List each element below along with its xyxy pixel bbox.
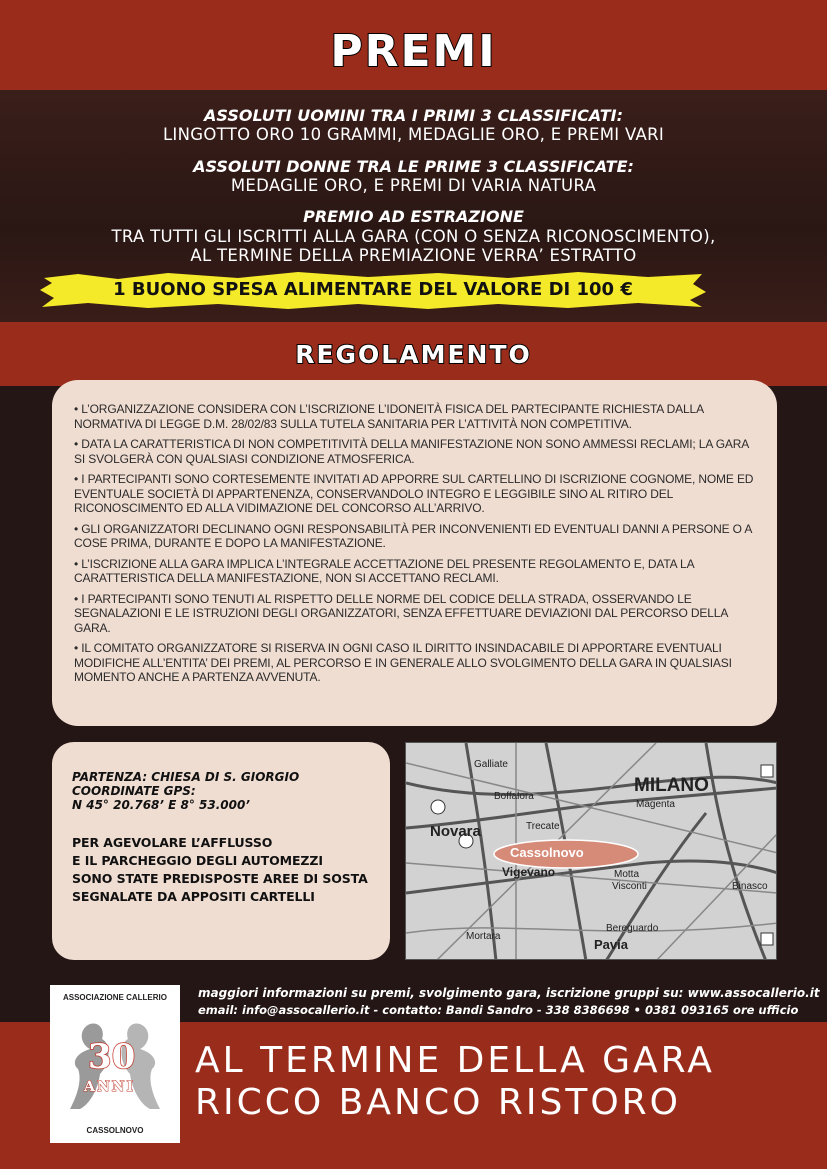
rule-item: • GLI ORGANIZZATORI DECLINANO OGNI RESPONSABILITÀ PER INCONVENIENTI ED EVENTUALI DANNI A PERSONE O A COSE PRIMA, DURANTE E DOPO LA MANIFESTAZIONE. [74, 521, 752, 550]
logo-top-text: ASSOCIAZIONE CALLERIO [62, 993, 167, 1002]
rules-panel [52, 380, 777, 726]
map-label-bereguardo: Bereguardo [606, 923, 659, 934]
parking-line: SONO STATE PREDISPOSTE AREE DI SOSTA [72, 871, 368, 886]
page-title: PREMI [330, 26, 497, 77]
closing-line-2: RICCO BANCO RISTORO [195, 1082, 682, 1123]
closing-line-1: AL TERMINE DELLA GARA [195, 1040, 715, 1081]
voucher-text: 1 BUONO SPESA ALIMENTARE DEL VALORE DI 100 € [113, 279, 633, 300]
women-prize-text: MEDAGLIE ORO, E PREMI DI VARIA NATURA [230, 176, 597, 195]
draw-prize-heading: PREMIO AD ESTRAZIONE [303, 207, 524, 226]
rule-item: • IL COMITATO ORGANIZZATORE SI RISERVA IN OGNI CASO IL DIRITTO INSINDACABILE DI APPORTARE EVENTUALI MODIFICHE ALL’ENTITA’ DEI PREMI, AL PERCORSO E IN GENERALE ALLO SVOLGIMENTO DELLA GARA IN QUALSIASI MOMENTO ANCHE A PARTENZA AVVENUTA. [74, 641, 732, 684]
contact-line: email: info@assocallerio.it - contatto: Bandi Sandro - 338 8386698 • 0381 093165 ore ufficio [198, 1003, 799, 1017]
map-label-boffalora: Boffalora [494, 791, 534, 802]
start-info-panel [52, 742, 390, 960]
map-label-motta: Motta [614, 869, 640, 880]
rule-item: • L’ORGANIZZAZIONE CONSIDERA CON L’ISCRIZIONE L’IDONEITÀ FISICA DEL PARTECIPANTE RICHIESTA DALLA NORMATIVA DI LEGGE D.M. 28/02/83 SULLA TUTELA SANITARIA PER L’ATTIVITÀ NON COMPETITIVA. [74, 402, 704, 431]
men-prize-text: LINGOTTO ORO 10 GRAMMI, MEDAGLIE ORO, E PREMI VARI [162, 125, 665, 144]
map-label-milano: MILANO [634, 775, 709, 796]
rule-item: • L’ISCRIZIONE ALLA GARA IMPLICA L’INTEGRALE ACCETTAZIONE DEL PRESENTE REGOLAMENTO E, DATA LA CARATTERISTICA DELLA MANIFESTAZIONE, NON SI ACCETTANO RECLAMI. [74, 556, 694, 585]
road-network [406, 743, 777, 960]
logo-bottom-text: CASSOLNOVO [86, 1126, 144, 1135]
map-label-trecate: Trecate [526, 821, 560, 832]
parking-line: SEGNALATE DA APPOSITI CARTELLI [72, 889, 315, 904]
voucher-banner [38, 270, 708, 310]
logo-years-number: 30 [88, 1037, 136, 1077]
men-prize-heading: ASSOLUTI UOMINI TRA I PRIMI 3 CLASSIFICATI: [204, 106, 623, 125]
women-prize-heading: ASSOLUTI DONNE TRA LE PRIME 3 CLASSIFICATE: [193, 157, 634, 176]
parking-line: PER AGEVOLARE L’AFFLUSSO [72, 835, 273, 850]
map-label-binasco: Binasco [732, 881, 768, 892]
map-label-pavia: Pavia [594, 937, 628, 952]
map-label-galliate: Galliate [474, 759, 508, 770]
draw-prize-text-1: TRA TUTTI GLI ISCRITTI ALLA GARA (CON O SENZA RICONOSCIMENTO), [111, 227, 716, 246]
map-label-cassolnovo: Cassolnovo [510, 845, 584, 860]
logo-years-word: ANNI [84, 1079, 136, 1095]
association-logo [50, 985, 180, 1143]
rule-item: • I PARTECIPANTI SONO TENUTI AL RISPETTO DELLE NORME DEL CODICE DELLA STRADA, OSSERVANDO LE SEGNALAZIONI E LE ISTRUZIONI DEGLI ORGANIZZATORI, SENZA EFFETTUARE DEVIAZIONI DAL PERCORSO DELLA GARA. [74, 591, 728, 635]
rule-item: • I PARTECIPANTI SONO CORTESEMENTE INVITATI AD APPORRE SUL CARTELLINO DI ISCRIZIONE COGNOME, NOME ED EVENTUALE SOCIETÀ DI APPARTENENZA, CONSERVANDOLO INTEGRO E LEGGIBILE SINO AL RITIRO DEL RICONOSCIMENTO ED ALLA VIDIMAZIONE DEL CONCORSO ALL’ARRIVO. [74, 472, 754, 515]
departure-text: PARTENZA: CHIESA DI S. GIORGIO [72, 770, 300, 784]
map-label-visconti: Visconti [612, 881, 647, 892]
info-line: maggiori informazioni su premi, svolgimento gara, iscrizione gruppi su: www.assocallerio.it [198, 986, 820, 1000]
map-label-vigevano: Vigevano [502, 865, 556, 879]
map-label-mortara: Mortara [466, 931, 501, 942]
location-map [405, 742, 777, 960]
rule-item: • DATA LA CARATTERISTICA DI NON COMPETITIVITÀ DELLA MANIFESTAZIONE NON SONO AMMESSI RECLAMI; LA GARA SI SVOLGERÀ CON QUALSIASI CONDIZIONE ATMOSFERICA. [74, 437, 749, 466]
rules-title: REGOLAMENTO [295, 340, 532, 369]
map-label-novara: Novara [430, 823, 481, 840]
draw-prize-text-2: AL TERMINE DELLA PREMIAZIONE VERRA’ ESTRATTO [190, 246, 637, 265]
map-label-magenta: Magenta [636, 799, 675, 810]
gps-coordinates: N 45° 20.768’ E 8° 53.000’ [72, 798, 250, 812]
gps-label: COORDINATE GPS: [72, 784, 196, 798]
parking-line: E IL PARCHEGGIO DEGLI AUTOMEZZI [72, 853, 323, 868]
